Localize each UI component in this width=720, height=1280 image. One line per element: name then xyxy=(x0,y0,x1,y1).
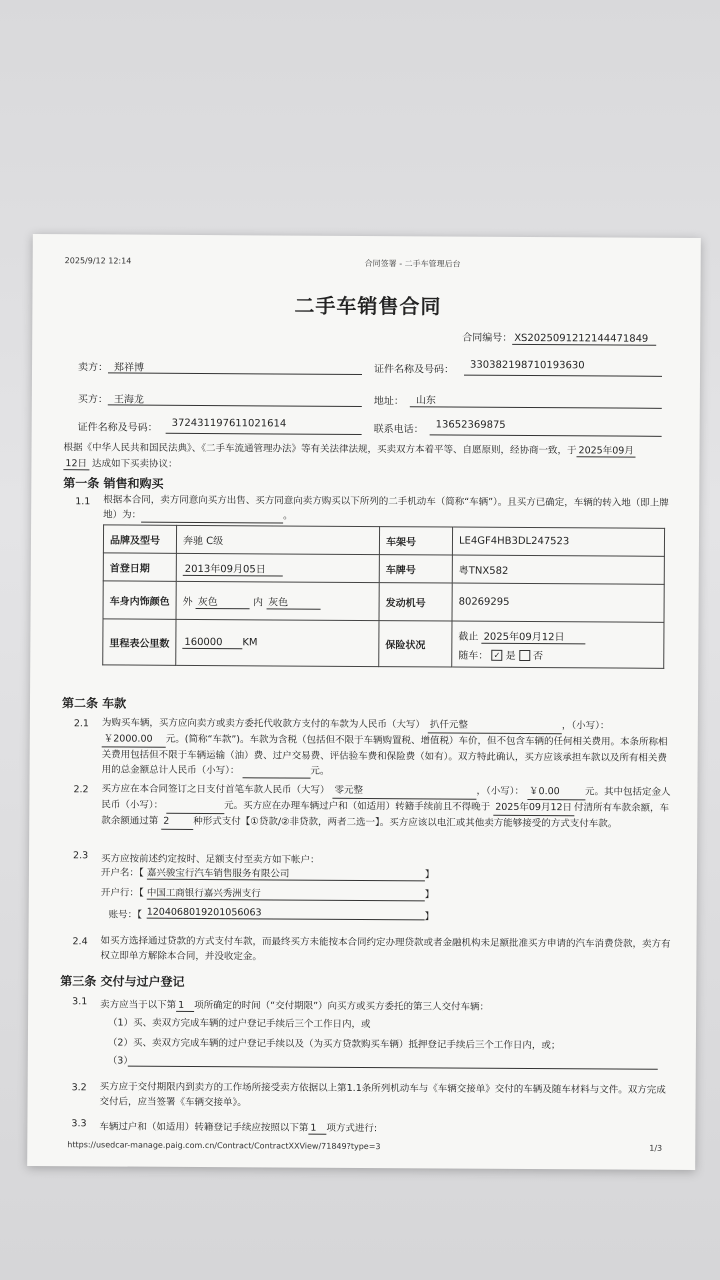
contract-title: 二手车销售合同 xyxy=(294,293,442,319)
mileage-cell xyxy=(176,619,379,666)
clause-3-3-text-a: 车辆过户和（如适用）转籍登记手续应按照以下第 xyxy=(99,1121,309,1134)
deposit-blank xyxy=(166,802,224,814)
first-payment-small-label: ，（小写）： xyxy=(476,785,525,797)
payment-method: 2 xyxy=(161,814,193,830)
bank-close: 】 xyxy=(424,889,435,901)
insurance-label: 保险状况 xyxy=(379,621,452,667)
clause-1-1-end: 。 xyxy=(283,510,293,522)
print-url: https://usedcar-manage.paig.com.cn/Contract/ContractXXView/71849?type=3 xyxy=(67,1140,381,1152)
clause-2-2-text-e: 种形式支付【①贷款/②非贷款，两者二选一】。买方应该以电汇或其他卖方能够接受的方式支付车款。 xyxy=(193,815,618,830)
seller-id-label: 证件名称及号码： xyxy=(373,364,455,376)
bank-label: 开户行：【 xyxy=(100,887,144,899)
buyer-phone: 13652369875 xyxy=(435,419,506,431)
clause-3-1-text-a: 卖方应当于以下第 xyxy=(100,999,177,1011)
clause-1-1 xyxy=(103,492,673,525)
delivery-option-3: （3） xyxy=(107,1055,133,1067)
mileage-label: 里程表公里数 xyxy=(103,619,176,665)
reg-date-value: 2013年09月05日 xyxy=(183,559,283,576)
account-no-close: 】 xyxy=(424,911,435,923)
brand-value: 奔驰 C级 xyxy=(176,525,379,554)
plate-label: 车牌号 xyxy=(379,555,452,583)
page-number: 1/3 xyxy=(649,1143,663,1153)
first-payment-amount: ￥0.00 xyxy=(527,784,585,800)
no-checkbox[interactable] xyxy=(519,650,530,661)
buyer-name: 王海龙 xyxy=(113,394,144,406)
bank-name: 中国工商银行嘉兴秀洲支行 xyxy=(147,885,425,902)
clause-2-1 xyxy=(102,715,672,780)
clause-3-3-number: 3.3 xyxy=(71,1118,87,1130)
color-cell xyxy=(176,581,379,620)
seller-label: 卖方： xyxy=(78,362,109,374)
delivery-option: 1 xyxy=(176,1000,194,1012)
contract-no-row xyxy=(462,329,656,346)
account-no: 1204068019201056063 xyxy=(147,907,425,921)
clause-2-1-text-a: 为购买车辆，买方应向卖方或卖方委托代收款方支付的车款为人民币（大写） xyxy=(101,717,425,731)
buyer-address: 山东 xyxy=(415,395,436,407)
clause-3-3-text-b: 项方式进行: xyxy=(326,1122,378,1135)
clause-3-1 xyxy=(100,996,489,1013)
clause-2-3-text: 买方应按前述约定按时、足额支付至卖方如下帐户： xyxy=(101,853,320,866)
intro-text-2: 达成如下买卖协议： xyxy=(92,458,178,470)
destination-blank xyxy=(141,511,283,524)
clause-3-2: 买方应于交付期限内到卖方的工作场所接受卖方依据以上第1.1条所列机动车与《车辆交接单》交付的车辆及随车材料与文件。双方完成交付后，应当签署《车辆交接单》。 xyxy=(99,1081,666,1109)
clause-2-2-text-c: 元。买方应在办理车辆过户和（如适用）转籍手续前且不得晚于 xyxy=(224,800,491,813)
clause-2-2-number: 2.2 xyxy=(73,784,89,796)
first-payment-upper: 零元整 xyxy=(332,783,476,800)
intro-date: 2025年09月 xyxy=(577,442,636,457)
clause-2-2-text-b: 元。其中包括定金人民币（小写）： xyxy=(101,786,671,811)
engine-label: 发动机号 xyxy=(379,583,452,621)
insurance-cell xyxy=(452,621,664,668)
account-name-label: 开户名：【 xyxy=(100,867,144,879)
account-name-close: 】 xyxy=(424,869,435,881)
mileage-value: 160000 xyxy=(182,636,242,648)
yes-checkbox[interactable]: ✓ xyxy=(491,650,502,661)
clause-2-2-text-a: 买方应在本合同签订之日支付首笔车款人民币（大写） xyxy=(101,783,330,796)
address-label: 地址： xyxy=(373,396,404,408)
insurance-until-label: 截止 xyxy=(458,631,479,643)
clause-1-1-number: 1.1 xyxy=(75,496,91,508)
clause-2-3-number: 2.3 xyxy=(73,850,89,862)
vin-value: LE4GF4HB3DL247523 xyxy=(452,527,664,556)
vin-label: 车架号 xyxy=(379,527,452,555)
vehicle-info-table xyxy=(102,524,665,668)
clause-2-1-text-b: 元。(简称“车款”)。车款为含税（包括但不限于车辆购置税、增值税）车价，但不包含车辆的任何相关费用。本条所称相关费用包括但不限于车辆运输（油）费、过户交易费、评估验车费和保险费（如有）。双方特此确认，买方应该承担车款以及所有相关费用的总金额总计人民币（小写）： xyxy=(101,733,668,777)
reg-date-label: 首登日期 xyxy=(103,553,176,581)
clause-2-4: 如买方选择通过贷款的方式支付车款，而最终买方未能按本合同约定办理贷款或者金融机构未足额批准买方申请的汽车消费贷款，卖方有权立即单方解除本合同，并没收定金。 xyxy=(100,935,671,963)
intro-text: 根据《中华人民共和国民法典》、《二手车流通管理办法》等有关法律法规，买卖双方本着平等、自愿原则，经协商一致，于 xyxy=(63,442,577,457)
no-label: 否 xyxy=(533,650,544,662)
engine-value: 80269295 xyxy=(452,583,664,622)
plate-value: 粤TNX582 xyxy=(452,555,664,584)
print-datetime: 2025/9/12 12:14 xyxy=(64,256,132,266)
clause-2-2 xyxy=(101,781,671,832)
clause-3-1-number: 3.1 xyxy=(72,996,88,1008)
article-2-heading: 第二条 车款 xyxy=(61,696,127,711)
insurance-until-row xyxy=(458,627,657,644)
clause-1-1-text: 根据本合同，卖方同意向买方出售、买方同意向卖方购买以下所列的二手机动车（简称“车辆”）。且买方已确定，车辆的转入地（即上牌地）为： xyxy=(103,494,669,521)
insurance-until: 2025年09月12日 xyxy=(482,627,586,644)
reg-date-cell xyxy=(176,553,379,582)
contract-page xyxy=(27,234,701,1170)
buyer-id: 372431197611021614 xyxy=(171,417,287,430)
balance-due-date: 2025年09月12日 xyxy=(493,800,574,816)
clause-2-2-text-d: 付清所有车款余额，车款余额通过第 xyxy=(101,802,670,827)
total-small-label: ，（小写）： xyxy=(561,720,610,732)
buyer-label: 买方： xyxy=(77,394,108,406)
contract-no: XS2025091212144471849 xyxy=(512,333,656,346)
intro-day: 12日 xyxy=(63,455,89,470)
interior-label: 内 xyxy=(252,596,264,608)
with-car-label: 随车： xyxy=(458,650,489,662)
transfer-option: 1 xyxy=(308,1123,326,1135)
article-1-heading: 第一条 销售和购买 xyxy=(63,476,164,491)
clause-3-2-number: 3.2 xyxy=(71,1082,87,1094)
exterior-color: 灰色 xyxy=(196,592,250,608)
seller-name: 郑祥博 xyxy=(114,362,145,374)
with-car-row xyxy=(458,646,657,662)
clause-2-1-end: 元。 xyxy=(310,765,330,777)
exterior-label: 外 xyxy=(182,596,193,608)
color-label: 车身内饰颜色 xyxy=(103,581,176,619)
phone-label: 联系电话： xyxy=(373,424,424,436)
account-no-label: 账号：【 xyxy=(108,909,142,921)
clause-2-4-number: 2.4 xyxy=(72,936,88,948)
delivery-option-2: （2）买、卖双方完成车辆的过户登记手续以及（为买方贷款购买车辆）抵押登记手续后三个工作日内，或； xyxy=(107,1037,561,1052)
mileage-unit: KM xyxy=(242,636,258,648)
delivery-option-1: （1）买、卖双方完成车辆的过户登记手续后三个工作日内，或 xyxy=(108,1017,371,1031)
clause-3-1-text-b: 项所确定的时间（“交付期限”）向买方或买方委托的第三人交付车辆： xyxy=(194,999,490,1013)
yes-label: 是 xyxy=(505,650,516,662)
total-amount: ￥2000.00 xyxy=(102,731,166,747)
clause-2-1-number: 2.1 xyxy=(73,718,90,730)
total-upper: 扒仟元整 xyxy=(428,717,562,734)
buyer-id-label: 证件名称及号码： xyxy=(77,422,158,434)
account-name: 嘉兴骏宝行汽车销售服务有限公司 xyxy=(147,865,425,882)
seller-id: 330382198710193630 xyxy=(470,359,585,372)
clause-3-3 xyxy=(99,1118,377,1135)
interior-color: 灰色 xyxy=(266,593,320,609)
intro-line2 xyxy=(63,455,177,471)
brand-label: 品牌及型号 xyxy=(103,525,176,553)
article-3-heading: 第三条 交付与过户登记 xyxy=(60,974,185,989)
contract-no-label: 合同编号： xyxy=(462,332,513,344)
print-page-title: 合同签署 - 二手车管理后台 xyxy=(364,258,461,269)
total-fee-blank xyxy=(242,766,310,778)
